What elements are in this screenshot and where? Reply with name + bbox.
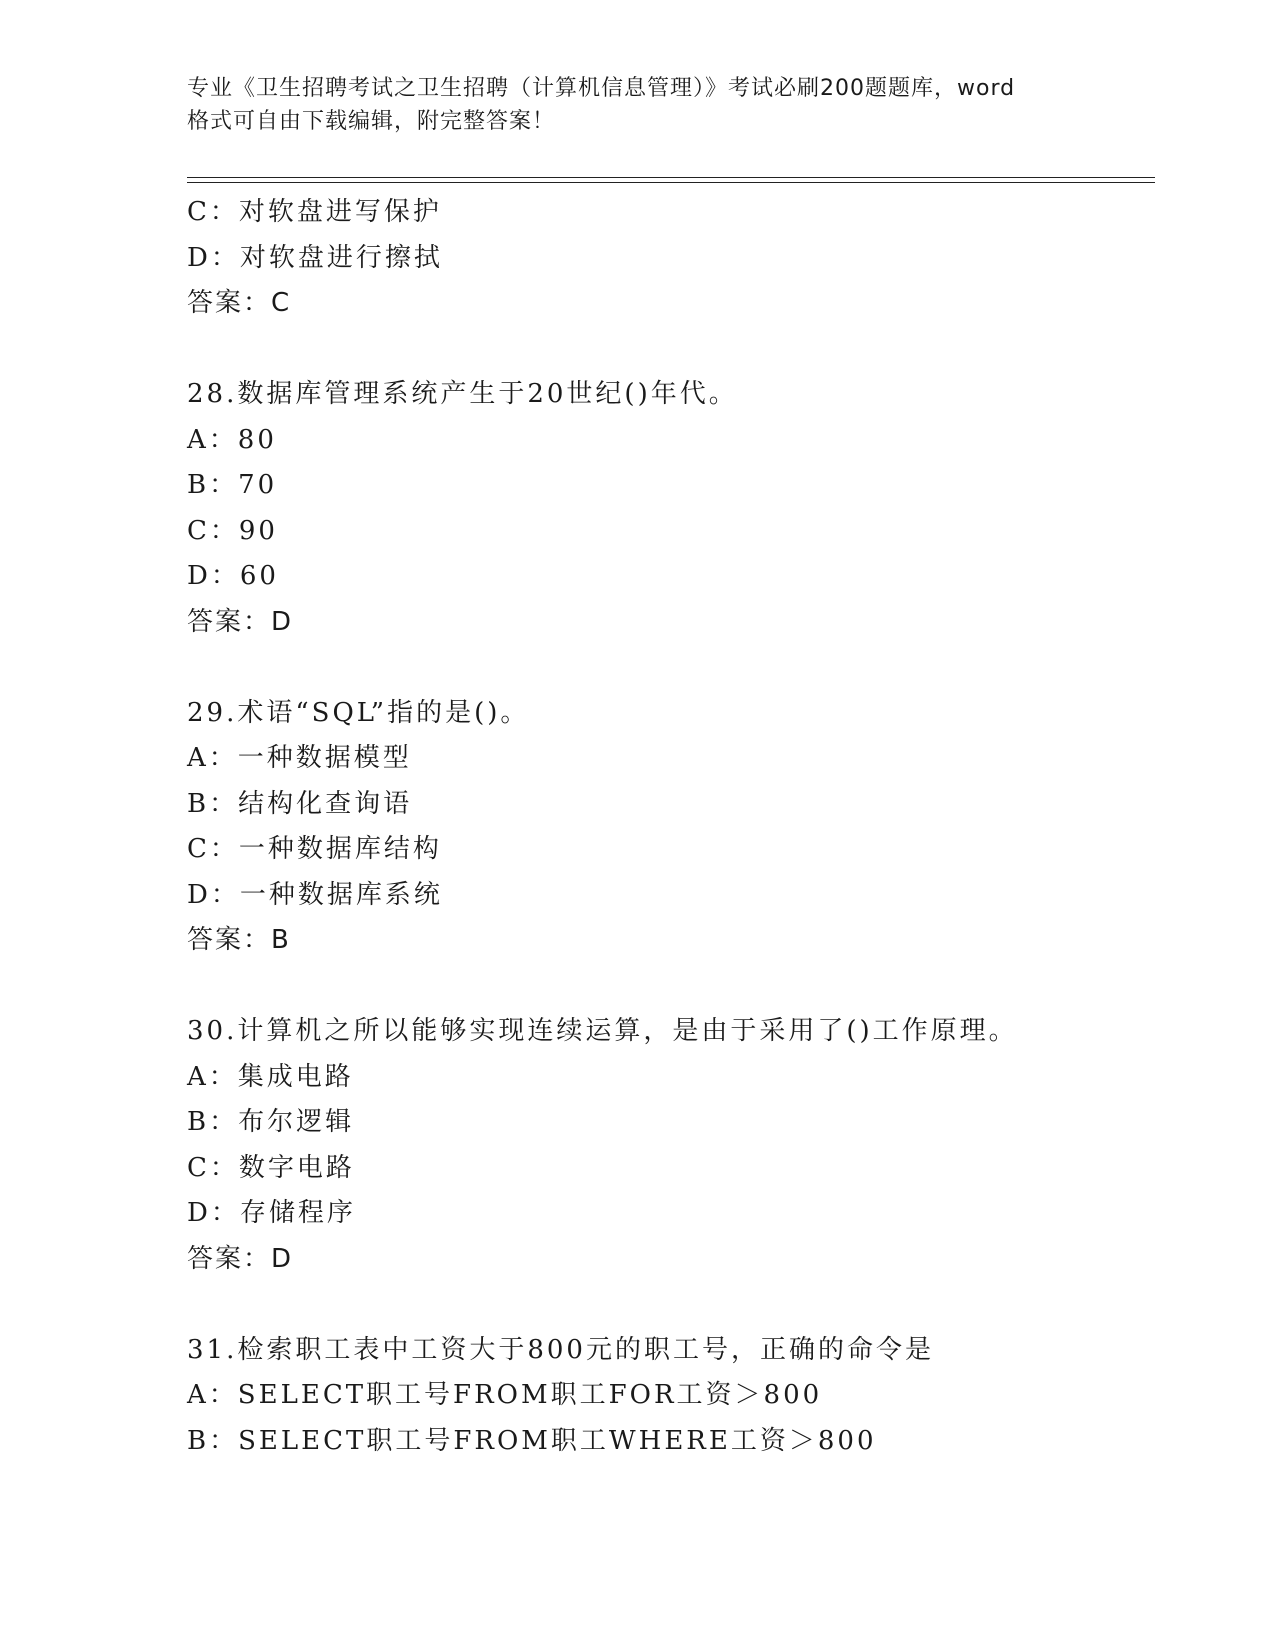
partial-question [187,190,1147,327]
question-stem: 30.计算机之所以能够实现连续运算，是由于采用了()工作原理。 [187,1016,1018,1046]
option-d: D：对软盘进行擦拭 [187,242,443,273]
option-c: C：一种数据库结构 [187,834,442,864]
option-b: B：70 [187,470,278,500]
spacer [187,964,1147,1010]
header-divider-top [187,177,1155,178]
option-c: C：对软盘进写保护 [187,197,442,227]
question-31 [187,1328,1147,1465]
option-b: B：布尔逻辑 [187,1107,355,1137]
question-list [187,190,1147,1464]
question-stem: 28.数据库管理系统产生于20世纪()年代。 [187,379,738,409]
option-b: B：SELECT职工号FROM职工WHERE工资＞800 [187,1425,877,1456]
option-c: C：90 [187,515,278,546]
option-d: D：60 [187,561,279,591]
answer-line: 答案：C [187,288,292,318]
question-stem: 29.术语“SQL”指的是()。 [187,697,530,728]
answer-line: 答案：D [187,606,294,637]
question-stem: 31.检索职工表中工资大于800元的职工号，正确的命令是 [187,1334,934,1365]
option-a: A：80 [187,424,277,455]
answer-line: 答案：D [187,1243,294,1274]
option-d: D：一种数据库系统 [187,879,443,910]
header-title-line-2: 格式可自由下载编辑，附完整答案！ [187,109,556,134]
answer-line: 答案：B [187,925,291,955]
option-a: A：一种数据模型 [187,743,412,773]
document-header [187,72,1087,138]
option-d: D：存储程序 [187,1198,356,1228]
option-a: A：SELECT职工号FROM职工FOR工资＞800 [187,1380,823,1410]
option-c: C：数字电路 [187,1152,355,1183]
question-28 [187,372,1147,645]
header-divider-bottom [187,182,1155,183]
header-title-line-1: 专业《卫生招聘考试之卫生招聘（计算机信息管理）》考试必刷200题题库，word [187,76,1016,101]
spacer [187,327,1147,373]
spacer [187,1282,1147,1328]
question-30 [187,1009,1147,1282]
option-b: B：结构化查询语 [187,788,413,819]
question-29 [187,691,1147,964]
option-a: A：集成电路 [187,1061,354,1092]
spacer [187,645,1147,691]
